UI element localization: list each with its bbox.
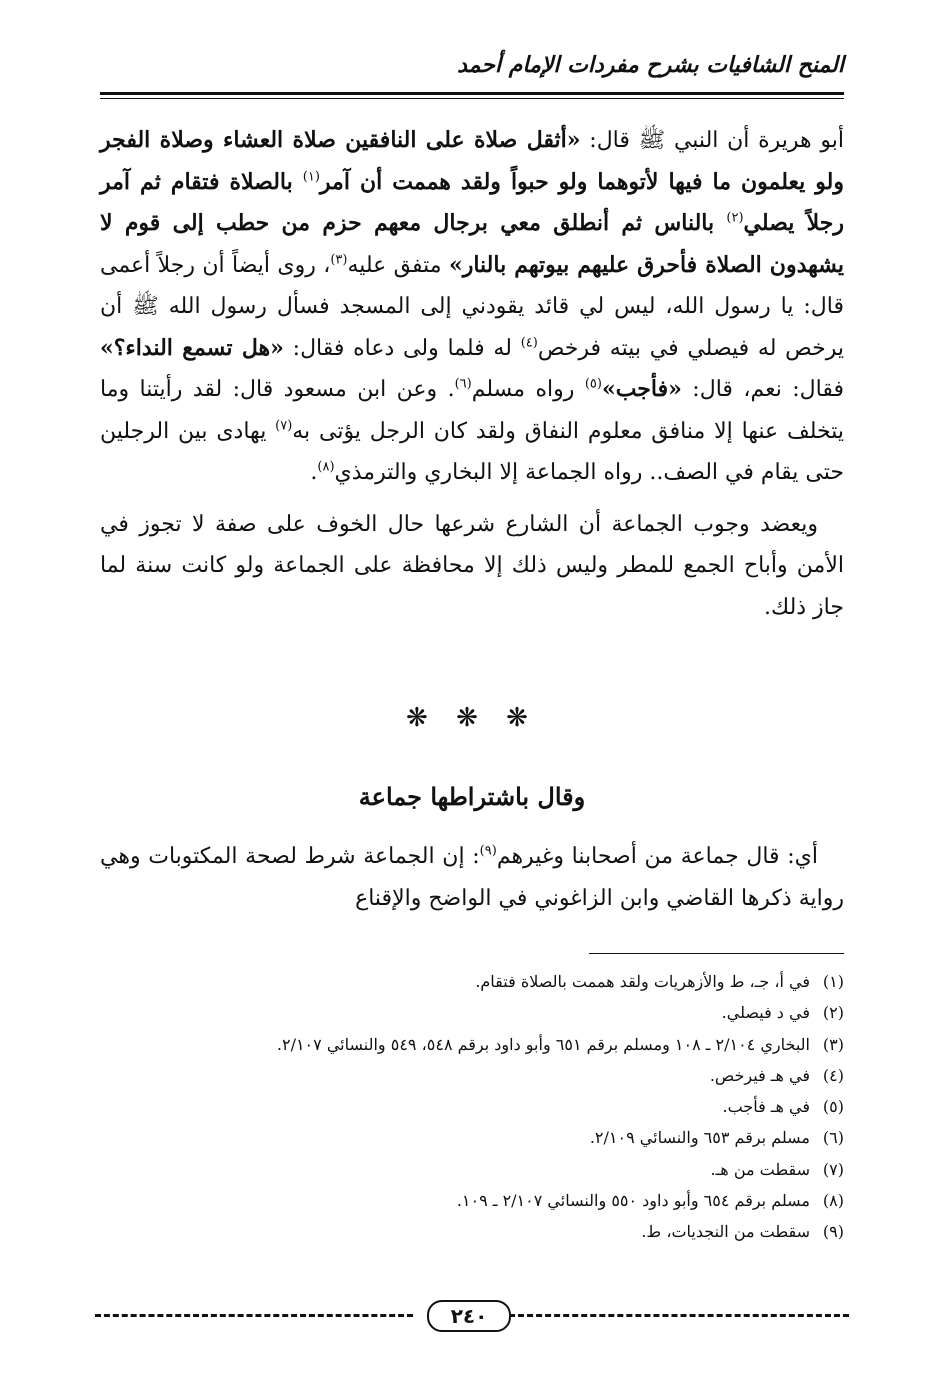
footnote [100, 1091, 844, 1122]
paragraph-argument: ويعضد وجوب الجماعة أن الشارع شرعها حال الخوف على صفة لا تجوز في الأمن وأباح الجمع للمطر وليس ذلك إلا محافظة على الجماعة ولو كانت سنة لما جاز ذلك. [100, 511, 844, 620]
text-run: رواه مسلم [471, 377, 585, 402]
text-run: ، روى أيضاً أن رجلاً أعمى قال: يا رسول الله، ليس لي قائد يقودني إلى المسجد فسأل رسول الله ﷺ أن يرخص له فيصلي في بيته فرخص [100, 252, 844, 361]
section-separator: ❋ ❋ ❋ [406, 703, 538, 733]
footnote-number: (٣) [822, 1034, 844, 1054]
footer-dashed-rule [509, 1314, 849, 1317]
text-run: . وعن ابن مسعود قال: لقد رأيتنا وما يتخلف عنها إلا منافق معلوم النفاق ولقد كان الرجل يؤتى به [100, 377, 844, 444]
text-run: . [310, 460, 318, 485]
text-run: له فلما ولى دعاه فقال: [283, 335, 521, 361]
hadith-quote: بالناس ثم أنطلق معي برجال معهم حزم من حطب إلى قوم لا يشهدون الصلاة فأحرق عليهم بيوتهم بالنار» [100, 210, 845, 278]
text-run: يهادى بين الرجلين حتى يقام في الصف.. رواه الجماعة إلا البخاري والترمذي [100, 418, 844, 485]
footnote-text: مسلم برقم ٦٥٣ والنسائي ٢/١٠٩. [589, 1128, 810, 1148]
footnote [100, 1029, 844, 1060]
footnote-text: سقطت من هـ. [710, 1159, 810, 1179]
footnote-text: في هـ فيرخص. [709, 1065, 810, 1085]
paragraph-section [100, 836, 844, 919]
running-header [100, 52, 844, 92]
text-run: متفق عليه [347, 252, 449, 278]
footnote-number: (١) [822, 972, 844, 991]
footnote-text: البخاري ٢/١٠٤ ـ ١٠٨ ومسلم برقم ٦٥١ وأبو داود برقم ٥٤٨، ٥٤٩ والنسائي ٢/١٠٧. [276, 1034, 810, 1054]
footnote [100, 966, 844, 997]
footnote-ref: (٢) [726, 210, 744, 226]
footnote-number: (٥) [822, 1097, 844, 1117]
footnote-ref: (٣) [330, 252, 348, 268]
footnote-number: (٧) [822, 1159, 844, 1179]
text-run: أي: قال جماعة من أصحابنا وغيرهم [496, 844, 818, 869]
footnote [100, 997, 844, 1028]
footnote-ref: (١) [302, 169, 320, 185]
footnote-number: (٦) [822, 1128, 844, 1148]
footnote [100, 1122, 844, 1153]
footnote-text: في هـ فأجب. [722, 1097, 810, 1117]
page-number: ٢٤٠ [427, 1300, 511, 1332]
footer-dashed-rule [95, 1314, 413, 1317]
footnote-ref: (٩) [479, 843, 497, 859]
hadith-quote: بالصلاة فتقام ثم آمر رجلاً يصلي [100, 168, 844, 236]
footnote [100, 1154, 844, 1185]
header-rule-thick [100, 92, 844, 95]
footnote-ref: (٤) [520, 335, 538, 351]
footnote-divider [589, 953, 844, 954]
hadith-quote: «هل تسمع النداء؟» [100, 334, 284, 361]
footnote-ref: (٧) [275, 418, 293, 434]
header-rule-thin [100, 98, 844, 99]
footnote-text: مسلم برقم ٦٥٤ وأبو داود ٥٥٠ والنسائي ٢/١٠٧ ـ ١٠٩. [456, 1191, 810, 1211]
text-run: فقال: نعم، قال: [681, 377, 844, 402]
footnote-number: (٤) [822, 1065, 844, 1085]
header-title: المنح الشافيات بشرح مفردات الإمام أحمد [457, 52, 844, 78]
footnote-ref: (٦) [454, 376, 472, 392]
footnote-ref: (٥) [584, 376, 602, 392]
section-body [100, 836, 844, 919]
page-footer [95, 1300, 849, 1330]
footnote-number: (٢) [822, 1003, 844, 1023]
footnote-number: (٨) [822, 1191, 844, 1211]
footnote-text: سقطت من النجديات، ط. [641, 1222, 810, 1242]
footnote [100, 1216, 844, 1247]
footnote-text: في أ، جـ، ط والأزهريات ولقد هممت بالصلاة فتقام. [475, 972, 810, 991]
hadith-quote: «فأجب» [601, 376, 682, 402]
hadith-quote: «أثقل صلاة على النافقين صلاة العشاء وصلاة الفجر ولو يعلمون ما فيها لأتوهما ولو حبواً ولقد هممت أن آمر [100, 127, 844, 195]
footnote-number: (٩) [822, 1222, 844, 1242]
section-heading: وقال باشتراطها جماعة [358, 782, 586, 811]
footnote [100, 1185, 844, 1216]
footnote-text: في د فيصلي. [721, 1003, 810, 1023]
footnote [100, 1060, 844, 1091]
paragraph-hadith [100, 120, 844, 494]
footnote-ref: (٨) [317, 459, 335, 475]
footnotes [100, 966, 844, 1248]
text-run: أبو هريرة أن النبي ﷺ قال: [580, 128, 844, 153]
main-text [100, 120, 844, 628]
text-run: : إن الجماعة شرط لصحة المكتوبات وهي رواية ذكرها القاضي وابن الزاغوني في الواضح والإقناع [100, 844, 844, 911]
